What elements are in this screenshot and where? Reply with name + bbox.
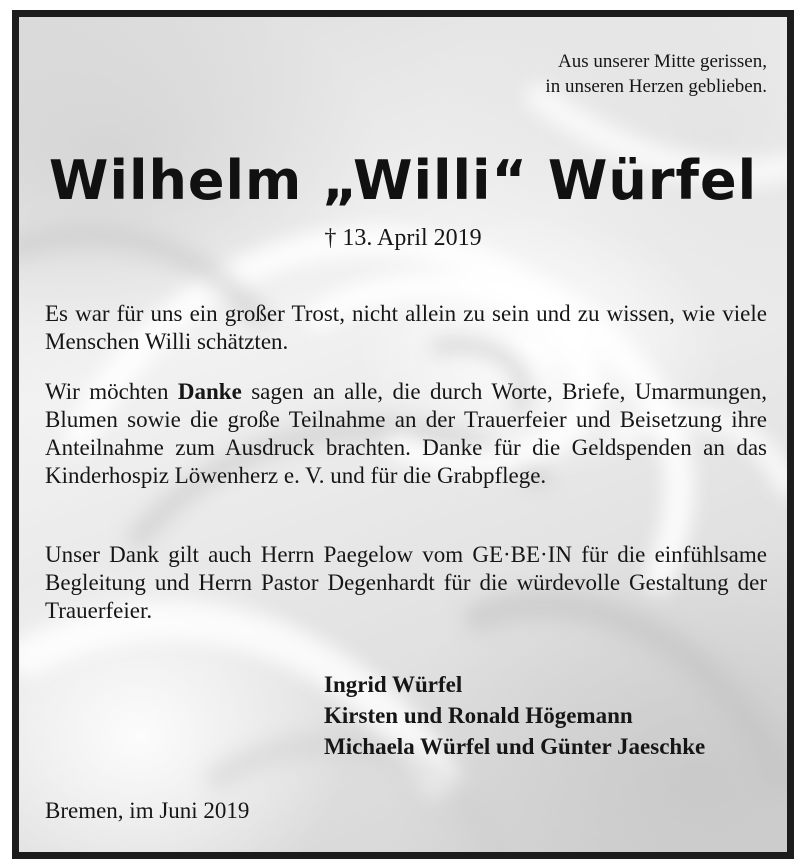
paragraph-acknowledgement: Unser Dank gilt auch Herrn Paegelow vom GE·BE·IN für die einfühlsame Begleitung und Herrn Pastor Degenhardt für die würdevolle Gestaltung der Trauerfeier. bbox=[45, 542, 767, 623]
signers-list bbox=[324, 669, 705, 762]
paragraph-comfort: Es war für uns ein großer Trost, nicht allein zu sein und zu wissen, wie viele Menschen Willi schätzten. bbox=[45, 301, 767, 354]
death-date: 13. April 2019 bbox=[342, 225, 482, 251]
signer-name: Kirsten und Ronald Högemann bbox=[324, 703, 633, 728]
motto-line: Aus unserer Mitte gerissen, bbox=[558, 51, 767, 72]
signer-name: Ingrid Würfel bbox=[324, 672, 463, 697]
thanks-emphasis: Danke bbox=[177, 379, 242, 404]
paragraph-thanks bbox=[45, 378, 767, 490]
signer-name: Michaela Würfel und Günter Jaeschke bbox=[324, 734, 706, 759]
motto-line: in unseren Herzen geblieben. bbox=[545, 76, 767, 97]
notice-frame bbox=[12, 10, 794, 859]
paragraph-thanks-rest: sagen an alle, die durch Worte, Briefe, Umarmungen, Blumen sowie die große Teilnahme an der Trauerfeier und Beisetzung ihre Anteilnahme zum Ausdruck brachten. Danke für die Geldspenden an das Kinderhospiz Löwenherz e. V. und für die Grabpflege. bbox=[45, 379, 767, 488]
deceased-name: Wilhelm „Willi“ Würfel bbox=[48, 149, 758, 212]
cross-icon: † bbox=[324, 225, 337, 251]
motto-verse bbox=[545, 49, 767, 99]
place-and-date: Bremen, im Juni 2019 bbox=[45, 798, 250, 823]
death-date-line bbox=[19, 225, 787, 252]
paragraph-thanks-start: Wir möchten bbox=[45, 379, 178, 404]
